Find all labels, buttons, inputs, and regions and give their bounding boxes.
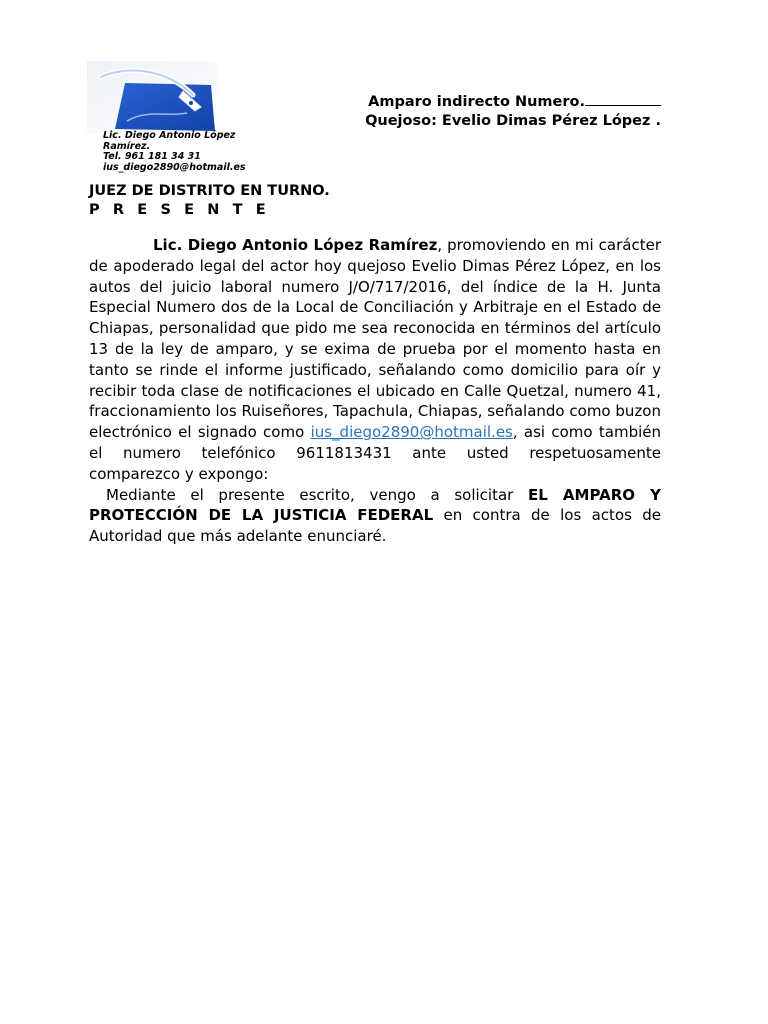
addressee-judge: JUEZ DE DISTRITO EN TURNO. — [89, 183, 330, 199]
paragraph-2-text-b: en contra de los actos de Autoridad que más adelante enunciaré. — [89, 506, 661, 546]
paragraph-1-text-b: , asi como también el numero telefónico 9611813431 ante usted respetuosamente comparezco y expongo: — [89, 423, 662, 483]
fountain-pen-logo — [87, 61, 217, 133]
complainant-line: Quejoso: Evelio Dimas Pérez López . — [365, 113, 661, 129]
email-link[interactable]: ius_diego2890@hotmail.es — [310, 423, 513, 442]
paragraph-1-text-a: , promoviendo en mi carácter de apoderado legal del actor hoy quejoso Evelio Dimas Pérez López, en los autos del juicio laboral numero J/O/717/2016, del índice de la H. Junta Especial Numero dos de la Local de Conciliación y Arbitraje en el Estado de Chiapas, personalidad que pido me sea reconocida en términos del artículo 13 de la ley de amparo, y se exima de prueba por el momento hasta en tanto se rinde el informe justificado, señalando como domicilio para oír y recibir toda clase de notificaciones el ubicado en Calle Quetzal, numero 41, fraccionamiento los Ruiseñores, Tapachula, Chiapas, señalando como buzon electrónico el signado como — [89, 236, 662, 442]
paragraph-2-text-a: Mediante el presente escrito, vengo a solicitar — [106, 485, 528, 504]
addressee — [89, 182, 330, 219]
letterhead-surname: Ramírez. — [103, 140, 151, 152]
attorney-name: Lic. Diego Antonio López Ramírez — [153, 236, 438, 254]
paragraph-2-bold: EL AMPARO Y PROTECCIÓN DE LA JUSTICIA FEDERAL — [89, 485, 661, 525]
case-header — [300, 91, 661, 131]
case-number-blank — [585, 91, 661, 106]
letterhead-email: ius_diego2890@hotmail.es — [103, 161, 246, 173]
letterhead-name: Lic. Diego Antonio López — [103, 130, 236, 141]
letterhead-phone: Tel. 961 181 34 31 — [103, 151, 201, 163]
case-number-line — [300, 91, 661, 112]
addressee-presente: P R E S E N T E — [89, 201, 270, 218]
letterhead-contact — [103, 131, 246, 173]
case-number-label: Amparo indirecto Numero. — [368, 94, 585, 110]
paragraph-1 — [89, 235, 661, 485]
paragraph-2 — [89, 485, 661, 547]
document-body — [89, 235, 661, 547]
